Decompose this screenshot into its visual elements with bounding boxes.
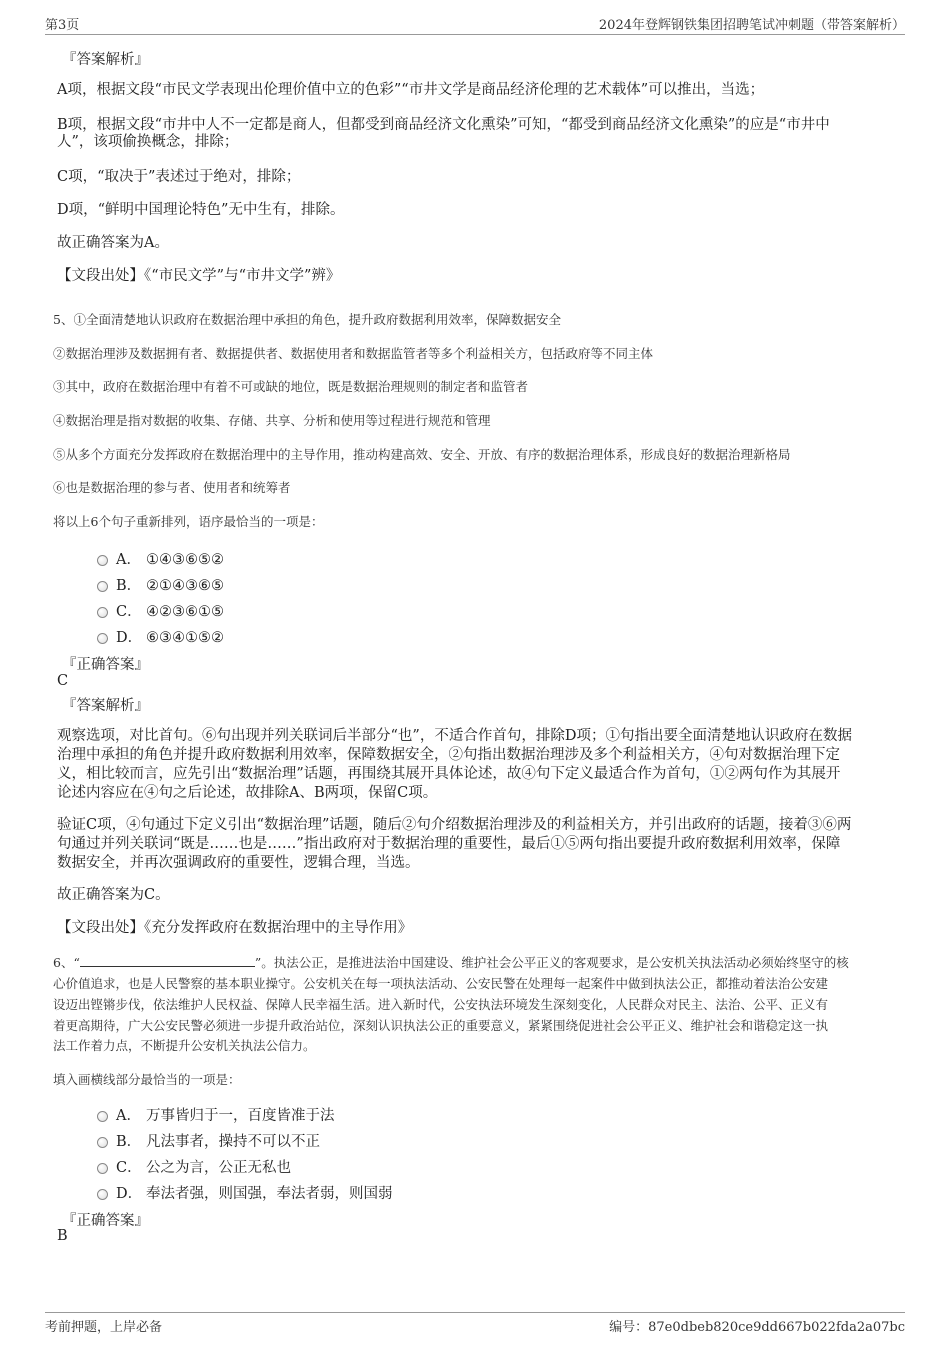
q6-option-c[interactable]: C． 公之为言，公正无私也	[97, 1156, 291, 1176]
q4-analysis-b1: B项，根据文段“市井中人不一定都是商人，但都受到商品经济文化熏染”可知，“都受到商品经济文化熏染”的应是“市井中	[57, 117, 830, 133]
q4-analysis-a: A项，根据文段“市民文学表现出伦理价值中立的色彩”“市井文学是商品经济伦理的艺术载体”可以推出，当选；	[57, 82, 765, 98]
q5-analysis-p1-line3: 义，相比较而言，应先引出“数据治理”话题，再围绕其展开具体论述，故④句下定义最适合作为首句，①②两句作为其展开	[57, 766, 841, 782]
q5-source: 【文段出处】《充分发挥政府在数据治理中的主导作用》	[57, 920, 413, 936]
radio-icon[interactable]	[97, 1137, 108, 1148]
q5-conclusion: 故正确答案为C。	[57, 887, 170, 903]
q4-analysis-b2: 人”，该项偷换概念，排除；	[57, 134, 239, 150]
q4-source: 【文段出处】《“市民文学”与“市井文学”辨》	[57, 268, 341, 284]
q5-correct-label: 『正确答案』	[62, 657, 149, 673]
q4-conclusion: 故正确答案为A。	[57, 235, 169, 251]
q6-stem-line5: 法工作着力点，不断提升公安机关执法公信力。	[53, 1038, 316, 1053]
radio-icon[interactable]	[97, 581, 108, 592]
page-header	[45, 14, 905, 35]
q6-option-a[interactable]: A． 万事皆归于一，百度皆准于法	[97, 1104, 335, 1124]
q5-prompt: 将以上6个句子重新排列，语序最恰当的一项是：	[53, 514, 324, 529]
document-title: 2024年登辉钢铁集团招聘笔试冲刺题（带答案解析）	[598, 18, 905, 33]
q5-analysis-label: 『答案解析』	[62, 698, 149, 714]
q6-option-d[interactable]: D． 奉法者强，则国强，奉法者弱，则国弱	[97, 1182, 393, 1202]
q5-sentence-6: ⑥也是数据治理的参与者、使用者和统筹者	[53, 480, 291, 495]
q5-sentence-3: ③其中，政府在数据治理中有着不可或缺的地位，既是数据治理规则的制定者和监管者	[53, 379, 529, 394]
q5-sentence-5: ⑤从多个方面充分发挥政府在数据治理中的主导作用，推动构建高效、安全、开放、有序的数据治理体系，形成良好的数据治理新格局	[53, 447, 791, 462]
q4-analysis-label: 『答案解析』	[62, 52, 149, 68]
q6-stem-line4: 着更高期待，广大公安民警必须进一步提升政治站位，深刻认识执法公正的重要意义，紧紧围绕促进社会公平正义、维护社会和谐稳定这一执	[53, 1018, 829, 1033]
q6-stem-first-line	[53, 954, 849, 972]
q5-option-c[interactable]: C． ④②③⑥①⑤	[97, 600, 224, 620]
q5-analysis-p2-line2: 句通过并列关联词“既是……也是……”指出政府对于数据治理的重要性，最后①⑤两句指出要提升政府数据利用效率，保障	[57, 836, 841, 852]
footer-slogan: 考前押题，上岸必备	[45, 1320, 163, 1335]
q5-analysis-p2-line1: 验证C项，④句通过下定义引出“数据治理”话题，随后②句介绍数据治理涉及的利益相关方，并引出政府的话题，接着③⑥两	[57, 817, 852, 833]
page-number: 第3页	[45, 18, 80, 33]
q5-analysis-p1-line1: 观察选项，对比首句。⑥句出现并列关联词后半部分“也”，不适合作首句，排除D项；①句指出要全面清楚地认识政府在数据	[57, 728, 852, 744]
page-footer	[45, 1312, 905, 1337]
q6-stem-line3: 设迈出铿锵步伐，依法维护人民权益、保障人民幸福生活。进入新时代，公安执法环境发生深刻变化，人民群众对民主、法治、公平、正义有	[53, 997, 829, 1012]
q5-correct-answer: C	[57, 673, 69, 689]
q5-option-a[interactable]: A． ①④③⑥⑤②	[97, 548, 224, 568]
q6-prompt: 填入画横线部分最恰当的一项是：	[53, 1072, 241, 1087]
q5-option-b[interactable]: B． ②①④③⑥⑤	[97, 574, 224, 594]
radio-icon[interactable]	[97, 633, 108, 644]
radio-icon[interactable]	[97, 555, 108, 566]
q5-analysis-p1-line2: 治理中承担的角色并提升政府数据利用效率，保障数据安全，②句指出数据治理涉及多个利益相关方，④句对数据治理下定	[57, 747, 840, 763]
q5-option-d[interactable]: D． ⑥③④①⑤②	[97, 626, 224, 646]
radio-icon[interactable]	[97, 1163, 108, 1174]
q6-blank	[80, 954, 255, 967]
q5-analysis-p1-line4: 论述内容应在④句之后论述，故排除A、B两项，保留C项。	[57, 785, 438, 801]
q6-option-b[interactable]: B． 凡法事者，操持不可以不正	[97, 1130, 320, 1150]
q6-correct-answer: B	[57, 1228, 68, 1244]
radio-icon[interactable]	[97, 1111, 108, 1122]
q4-analysis-d: D项，“鲜明中国理论特色”无中生有，排除。	[57, 202, 345, 218]
radio-icon[interactable]	[97, 1189, 108, 1200]
q6-correct-label: 『正确答案』	[62, 1213, 149, 1229]
q5-sentence-2: ②数据治理涉及数据拥有者、数据提供者、数据使用者和数据监管者等多个利益相关方，包括政府等不同主体	[53, 346, 654, 361]
q5-sentence-1: 5、①全面清楚地认识政府在数据治理中承担的角色，提升政府数据利用效率，保障数据安全	[53, 312, 561, 327]
radio-icon[interactable]	[97, 607, 108, 618]
document-serial: 编号：87e0dbeb820ce9dd667b022fda2a07bc	[609, 1320, 905, 1335]
q5-analysis-p2-line3: 数据安全，并再次强调政府的重要性，逻辑合理，当选。	[57, 855, 420, 871]
q6-stem-after-blank: ”。执法公正，是推进法治中国建设、维护社会公平正义的客观要求，是公安机关执法活动必须始终坚守的核	[254, 955, 849, 970]
q6-stem-line2: 心价值追求，也是人民警察的基本职业操守。公安机关在每一项执法活动、公安民警在处理每一起案件中做到执法公正，都推动着法治公安建	[53, 976, 829, 991]
q4-analysis-c: C项，“取决于”表述过于绝对，排除；	[57, 169, 301, 185]
q5-sentence-4: ④数据治理是指对数据的收集、存储、共享、分析和使用等过程进行规范和管理	[53, 413, 491, 428]
q6-stem-start: 6、“	[53, 955, 80, 970]
